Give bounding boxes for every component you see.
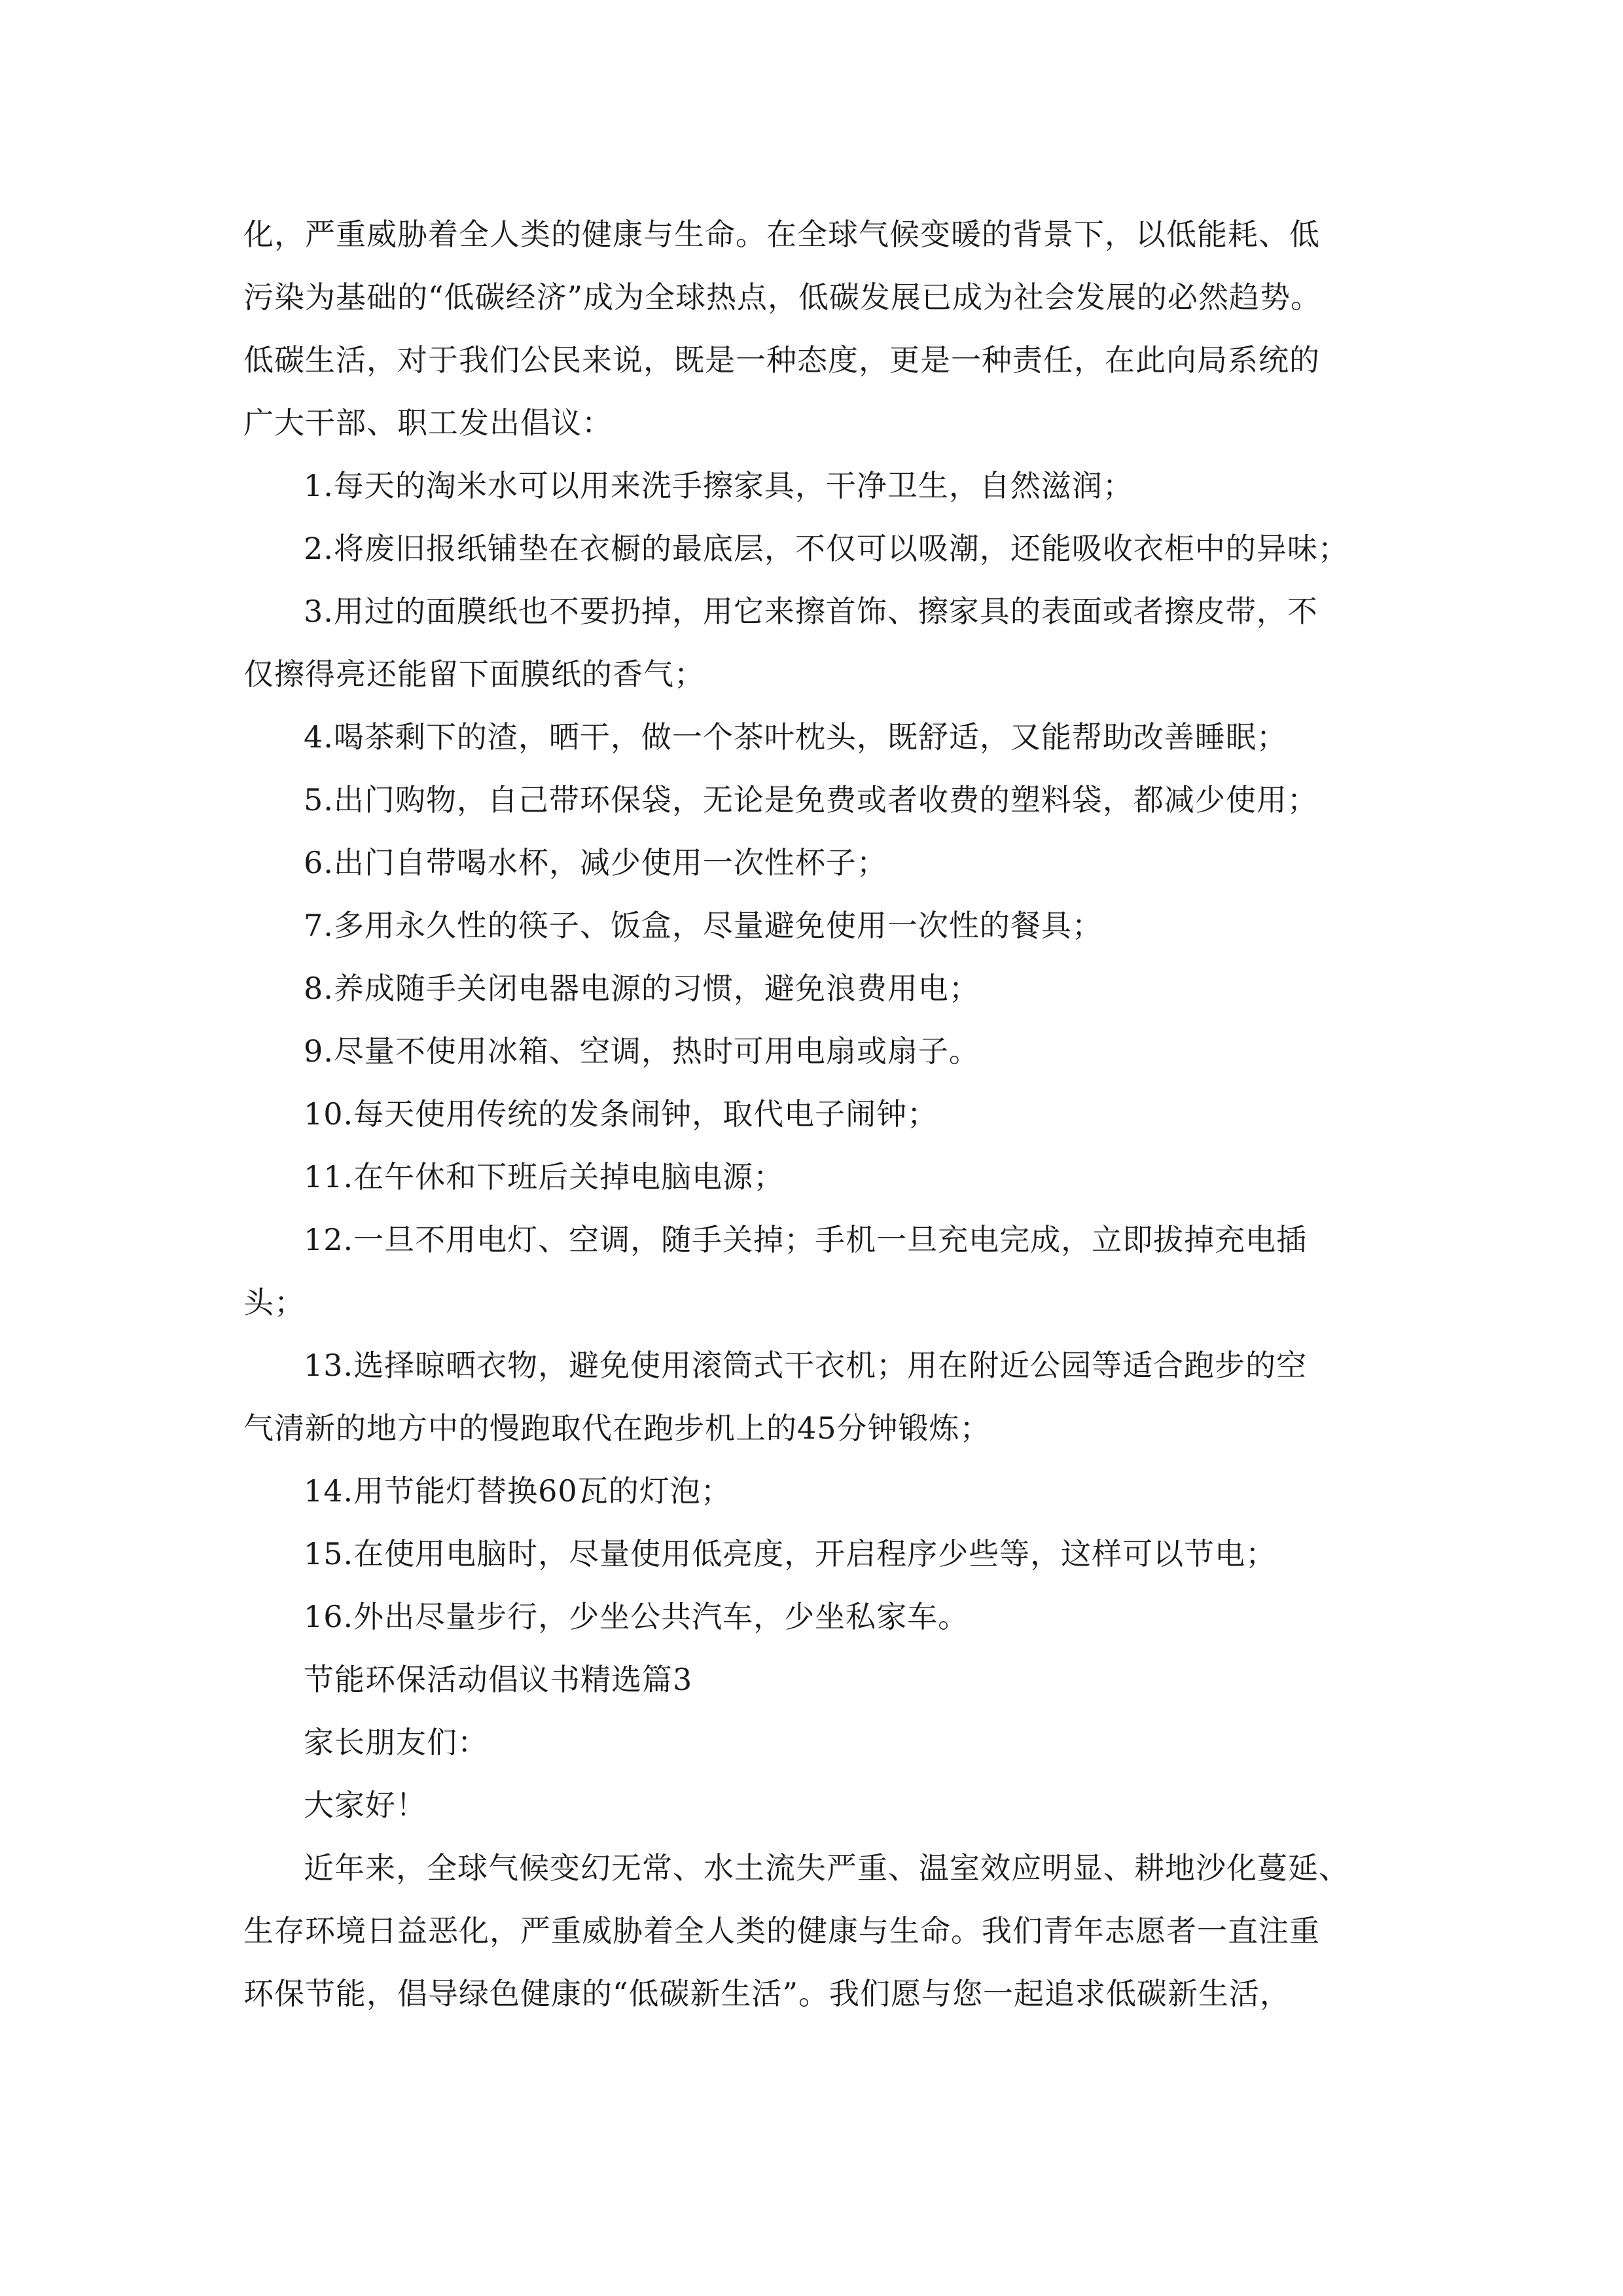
text-line: 10.每天使用传统的发条闹钟，取代电子闹钟； [304,1096,938,1132]
text-line: 节能环保活动倡议书精选篇3 [304,1662,693,1697]
text-line: 大家好！ [304,1787,427,1823]
text-line: 9.尽量不使用冰箱、空调，热时可用电扇或扇子。 [304,1033,980,1069]
text-line: 11.在午休和下班后关掉电脑电源； [304,1159,785,1194]
text-line: 化，严重威胁着全人类的健康与生命。在全球气候变暖的背景下，以低能耗、低 [243,217,1320,252]
text-line: 气清新的地方中的慢跑取代在跑步机上的45分钟锻炼； [243,1410,991,1446]
text-line: 家长朋友们： [304,1725,488,1760]
text-line: 15.在使用电脑时，尽量使用低亮度，开启程序少些等，这样可以节电； [304,1536,1277,1571]
text-line: 13.选择晾晒衣物，避免使用滚筒式干衣机；用在附近公园等适合跑步的空 [304,1348,1308,1383]
text-line: 污染为基础的“低碳经济”成为全球热点，低碳发展已成为社会发展的必然趋势。 [243,279,1322,315]
text-line: 1.每天的淘米水可以用来洗手擦家具，干净卫生，自然滋润； [304,468,1133,503]
text-line: 16.外出尽量步行，少坐公共汽车，少坐私家车。 [304,1599,969,1634]
text-line: 仅擦得亮还能留下面膜纸的香气； [243,656,705,692]
text-line: 6.出门自带喝水杯，减少使用一次性杯子； [304,845,887,880]
text-line: 2.将废旧报纸铺垫在衣橱的最底层，不仅可以吸潮，还能吸收衣柜中的异味； [304,531,1349,566]
text-line: 环保节能，倡导绿色健康的“低碳新生活”。我们愿与您一起追求低碳新生活， [243,1976,1291,2011]
text-line: 8.养成随手关闭电器电源的习惯，避免浪费用电； [304,971,980,1006]
text-line: 7.多用永久性的筷子、饭盒，尽量避免使用一次性的餐具； [304,908,1103,943]
text-line: 12.一旦不用电灯、空调，随手关掉；手机一旦充电完成，立即拔掉充电插 [304,1222,1308,1257]
text-line: 5.出门购物，自己带环保袋，无论是免费或者收费的塑料袋，都减少使用； [304,782,1318,817]
text-line: 生存环境日益恶化，严重威胁着全人类的健康与生命。我们青年志愿者一直注重 [243,1913,1320,1948]
text-line: 3.用过的面膜纸也不要扔掉，用它来擦首饰、擦家具的表面或者擦皮带，不 [304,594,1318,629]
document-body [243,203,1395,2025]
text-line: 头； [243,1285,305,1320]
text-line: 4.喝茶剩下的渣，晒干，做一个茶叶枕头，既舒适，又能帮助改善睡眠； [304,719,1287,755]
text-line: 14.用节能灯替换60瓦的灯泡； [304,1473,732,1509]
text-line: 广大干部、职工发出倡议： [243,405,613,440]
text-line: 近年来，全球气候变幻无常、水土流失严重、温室效应明显、耕地沙化蔓延、 [304,1850,1349,1886]
text-line: 低碳生活，对于我们公民来说，既是一种态度，更是一种责任，在此向局系统的 [243,342,1320,378]
